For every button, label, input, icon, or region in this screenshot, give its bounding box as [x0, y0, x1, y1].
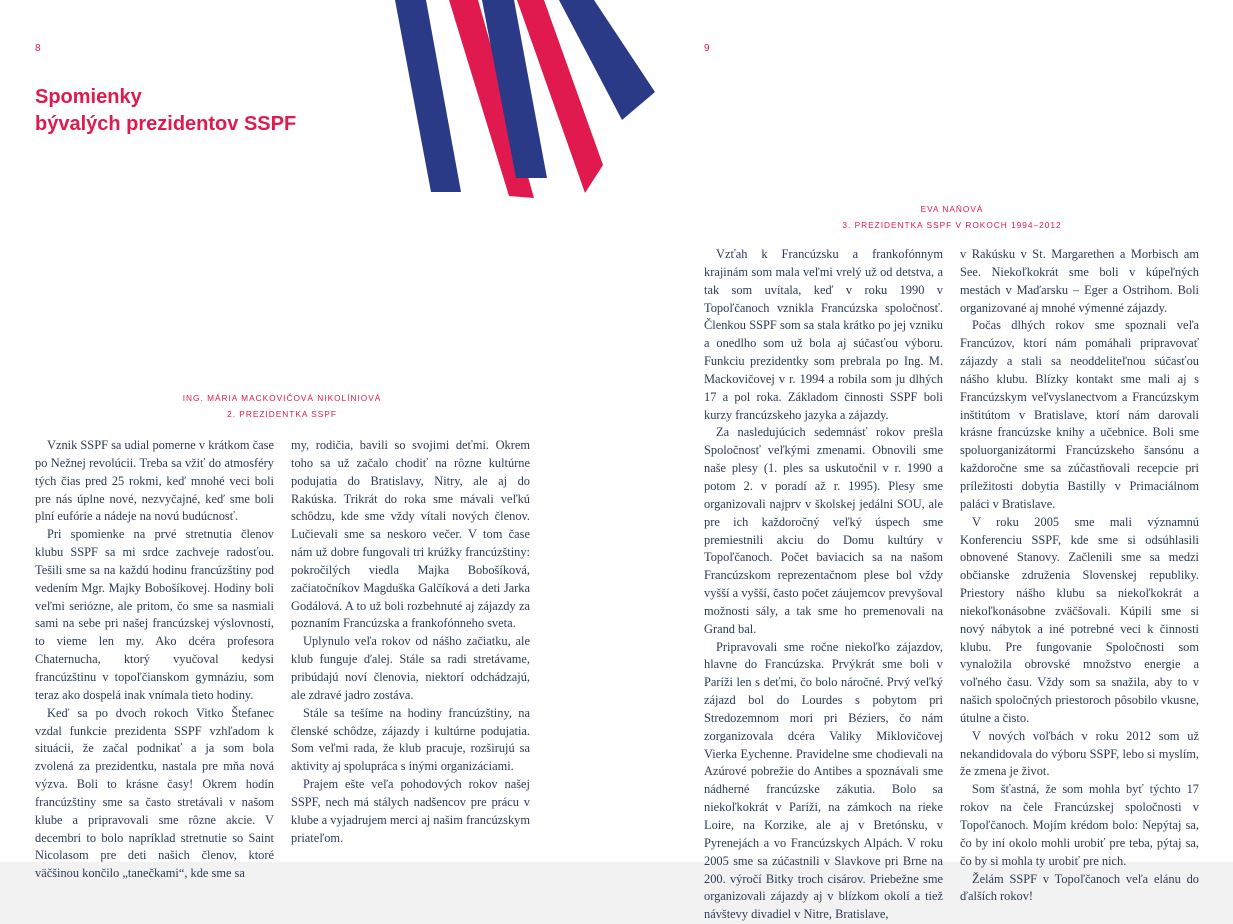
- title-line-1: Spomienky: [35, 86, 142, 108]
- paragraph: V roku 2005 sme mali významnú Konferenciu SSPF, kde sme si odsúhlasili obnovené Stanovy. Začlenili sme sa medzi občianske združenia Slovenskej republiky. Priestory nášho klubu sa niekoľkokrát a niekoľkonásobne zväčšovali. Kúpili sme si nový nábytok a iné potrebné veci k činnosti klubu. Pre fungovanie Spoločnosti som vynaložila obrovské množstvo energie a voľného času. Vždy som sa snažila, aby to v našich spoločných priestoroch pôsobilo vkusne, útulne a čisto.: [960, 514, 1199, 725]
- author-name-left: ING. MÁRIA MACKOVIČOVÁ NIKOLÍNIOVÁ: [182, 393, 382, 403]
- paragraph: Pri spomienke na prvé stretnutia členov klubu SSPF sa mi srdce zachveje radosťou. Tešili sme sa na každú hodinu francúzštiny pod vedením Mgr. Majky Bobošíkovej. Hodiny boli veľmi seriózne, ale pritom, čo sme sa nasmiali sami na sebe pri našej francúzskej výslovnosti, to vieme len my. Ako dcéra profesora Chaternucha, ktorý vyučoval kedysi francúzštinu v topoľčianskom gymnáziu, som teraz ako dospelá inak vnímala tieto hodiny.: [35, 527, 274, 702]
- paragraph: V nových voľbách v roku 2012 som už nekandidovala do výboru SSPF, lebo si myslím, že zmena je život.: [960, 728, 1199, 779]
- byline-right: [770, 201, 1134, 233]
- author-role-left: 2. PREZIDENTKA SSPF: [227, 409, 337, 419]
- title-line-2: bývalých prezidentov SSPF: [35, 113, 297, 135]
- author-role-right: 3. PREZIDENTKA SSPF V ROKOCH 1994–2012: [842, 220, 1062, 230]
- paragraph: Počas dlhých rokov sme spoznali veľa Francúzov, ktorí nám pomáhali pripravovať zájazdy a stali sa neoddeliteľnou súčasťou nášho klubu. Blízky kontakt sme mali aj s Francúzskym veľvyslanectvom a Francúzskym inštitútom v Bratislave, ktorí nám darovali krásne francúzske knihy a učebnice. Boli sme spoluorganizátormi Francúzskeho šansónu a každoročne sme sa zúčastňovali recepcie pri príležitosti dobytia Bastilly v Primaciálnom paláci v Bratislave.: [960, 318, 1199, 511]
- text-column-right-2: [960, 246, 1199, 906]
- text-column-left-1: [35, 437, 274, 883]
- paragraph: Vznik SSPF sa udial pomerne v krátkom čase po Nežnej revolúcii. Treba sa vžiť do atmosféry tých čias pred 25 rokmi, keď mnohé veci boli pre nás úplne nové, nezvyčajné, keď sme boli plní eufórie a nádeje na novú budúcnosť.: [35, 438, 274, 524]
- paragraph: Za nasledujúcich sedemnásť rokov prešla Spoločnosť veľkými zmenami. Obnovili sme naše plesy (1. ples sa uskutočnil v r. 1990 a potom 2. v poradí až r. 1995). Plesy sme organizovali najprv v školskej jedálni SOU, ale pre ich každoročný veľký úspech sme premiestnili akciu do Domu kultúry v Topoľčanoch. Počet baviacich sa na našom Francúzskom reprezentačnom plese bol vždy vyšší a vyšší, často počet záujemcov prevyšoval možnosti sály, a tak sme ho premenovali na Grand bal.: [704, 425, 943, 636]
- paragraph: Prajem ešte veľa pohodových rokov našej SSPF, nech má stálych nadšencov pre prácu v klube a vyjadrujem merci aj našim francúzskym priateľom.: [291, 777, 530, 845]
- paragraph: Stále sa tešíme na hodiny francúzštiny, na členské schôdze, zájazdy i kultúrne podujatia. Som veľmi rada, že klub pracuje, rozširujú sa aktivity aj spolupráca s inými organizáciami.: [291, 705, 530, 774]
- text-column-left-2: [291, 437, 530, 847]
- text-column-right-1: [704, 246, 943, 924]
- paragraph: Pripravovali sme ročne niekoľko zájazdov, hlavne do Francúzska. Prvýkrát sme boli v Paríži len s deťmi, čo bolo náročné. Prvý veľký zájazd bol do Lourdes s pobytom pri Stredozemnom mori pri Béziers, čo nám zorganizovala dcéra Valiky Miklovičovej Vierka Eychenne. Pravidelne sme chodievali na Azúrové pobrežie do Antibes a spoznávali sme nádherné francúzske zákutia. Bolo sa niekoľkokrát v Paríži, na zámkoch na rieke Loire, na Korzike, ale aj v Bretónsku, v Pyrenejách a vo Francúzskych Alpách. V roku 2005 sme sa zúčastnili v Slavkove pri Brne na 200. výročí Bitky troch cisárov. Priebežne sme organizovali zájazdy aj v blízkom okolí a tiež návštevy divadiel v Nitre, Bratislave,: [704, 639, 943, 922]
- page-number-right: 9: [704, 43, 710, 54]
- paragraph: Vzťah k Francúzsku a frankofónnym krajinám som mala veľmi vrelý už od detstva, a tak som uvítala, keď v roku 1990 v Topoľčanoch vznikla Francúzska spoločnosť. Členkou SSPF som sa stala krátko po jej vzniku a onedlho som už bola aj súčasťou výboru. Funkciu prezidentky som prebrala po Ing. M. Mackovičovej v r. 1994 a robila som ju dlhých 17 a pol roka. Základom činnosti SSPF boli kurzy francúzskeho jazyka a zájazdy.: [704, 247, 943, 422]
- paragraph: Uplynulo veľa rokov od nášho začiatku, ale klub funguje ďalej. Stále sa radi stretávame, pribúdajú noví členovia, niektorí odchádzajú, ale zdravé jadro zostáva.: [291, 634, 530, 702]
- paragraph: my, rodičia, bavili so svojimi deťmi. Okrem toho sa už začalo chodiť na rôzne kultúrne podujatia do Bratislavy, Nitry, ale aj do Rakúska. Trikrát do roka sme mávali veľkú schôdzu, kde sme vždy vítali nových členov. Lučievali sme sa neskoro večer. V tom čase nám už dobre fungovali tri krúžky francúzštiny: pokročilých viedla Majka Bobošíková, začiatočníkov Magduška Galčíková a deti Jarka Godálová. A to už boli rozbehnuté aj zájazdy za poznaním Francúzska a frankofónneho sveta.: [291, 438, 530, 631]
- page-number-left: 8: [35, 43, 41, 54]
- author-name-right: EVA NAŇOVÁ: [920, 204, 984, 214]
- navy-stripe-left: [395, 0, 461, 192]
- paragraph: Som šťastná, že som mohla byť týchto 17 rokov na čele Francúzskej spoločnosti v Topoľčanoch. Mojím krédom bolo: Nepýtaj sa, čo by iní okolo mohli urobiť pre teba, pýtaj sa, čo by si mohla ty urobiť pre nich.: [960, 782, 1199, 868]
- paragraph: Želám SSPF v Topoľčanoch veľa elánu do ďalších rokov!: [960, 871, 1199, 904]
- article-title: [35, 84, 365, 138]
- byline-left: [100, 390, 464, 422]
- paragraph: Keď sa po dvoch rokoch Vitko Štefanec vzdal funkcie prezidenta SSPF vzhľadom k situácii, že začal podnikať a ja som bola zvolená za prezidentku, nastala pre mňa nová výzva. Boli to krásne časy! Okrem hodín francúzštiny sme sa často stretávali v našom klube a pripravovali sme rôzne akcie. V decembri to bolo napríklad stretnutie so Saint Nicolasom pre deti našich členov, ktoré väčšinou končilo „tanečkami“, kde sme sa: [35, 705, 274, 881]
- paragraph: v Rakúsku v St. Margarethen a Morbisch am See. Niekoľkokrát sme boli v kúpeľných mestách v Maďarsku – Eger a Ostrihom. Boli organizované aj mnohé výmenné zájazdy.: [960, 247, 1199, 315]
